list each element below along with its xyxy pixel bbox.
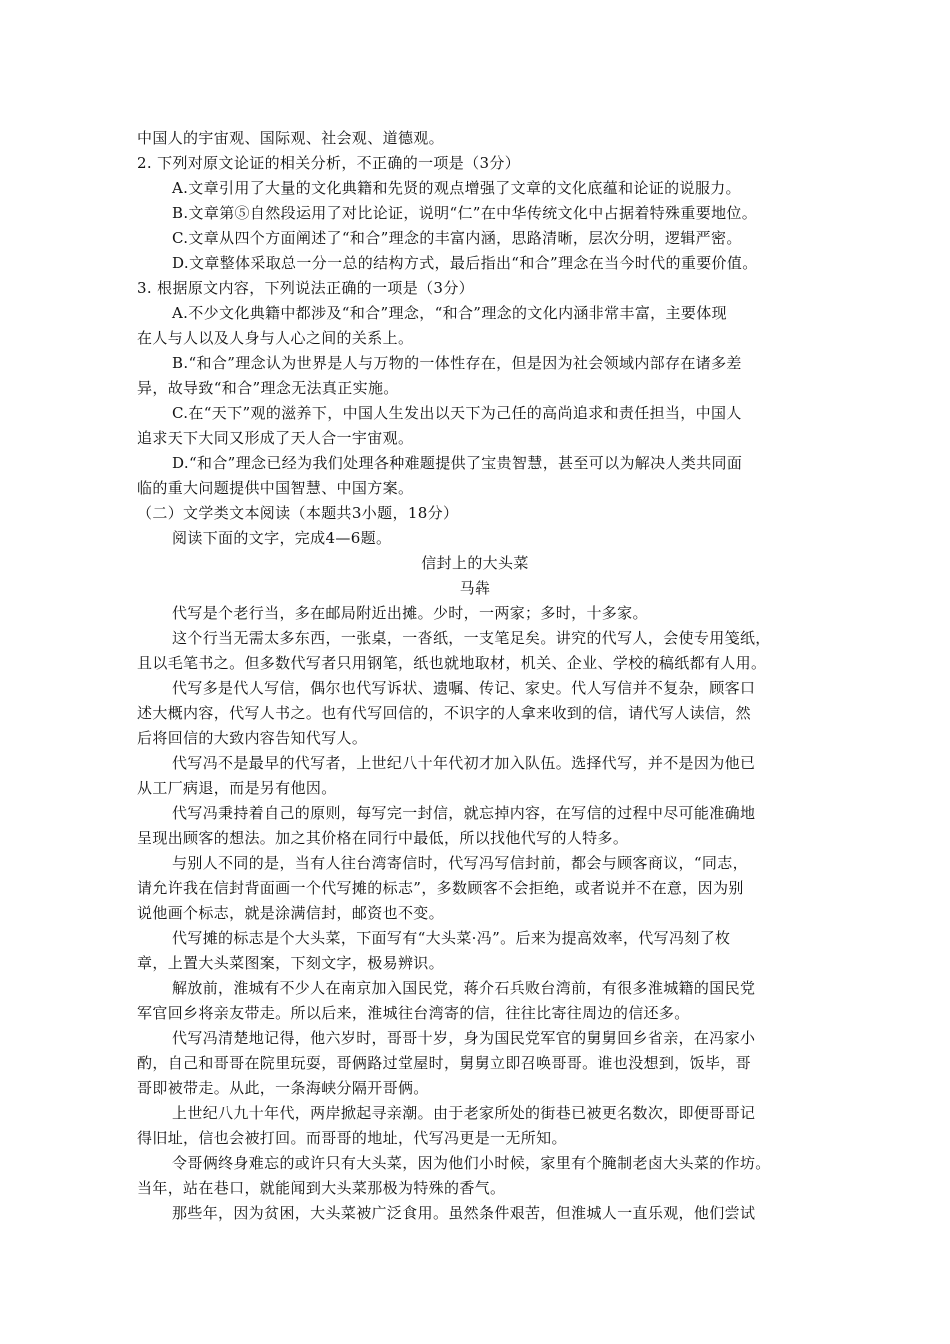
story-paragraph-5: 代写冯秉持着自己的原则，每写完一封信，就忘掉内容，在写信的过程中尽可能准确地 xyxy=(172,804,756,822)
q3-option-a-line2: 在人与人以及人身与人心之间的关系上。 xyxy=(137,329,414,347)
q3-option-d-line2: 临的重大问题提供中国智慧、中国方案。 xyxy=(137,479,414,497)
story-paragraph-7-cont: 章，上置大头菜图案，下刻文字，极易辨识。 xyxy=(137,954,445,972)
story-paragraph-6-cont: 请允许我在信封背面画一个代写摊的标志”，多数顾客不会拒绝，或者说并不在意，因为别 xyxy=(137,879,744,897)
story-paragraph-6: 与别人不同的是，当有人往台湾寄信时，代写冯写信封前，都会与顾客商议，“同志， xyxy=(172,854,748,872)
story-paragraph-8: 解放前，淮城有不少人在南京加入国民党，蒋介石兵败台湾前，有很多淮城籍的国民党 xyxy=(172,979,756,997)
q3-option-c-line1: C.在“天下”观的滋养下，中国人生发出以天下为己任的高尚追求和责任担当，中国人 xyxy=(172,404,742,422)
q3-option-b-line2: 异，故导致“和合”理念无法真正实施。 xyxy=(137,379,399,397)
q1-tail-text: 中国人的宇宙观、国际观、社会观、道德观。 xyxy=(137,129,445,147)
q2-option-c: C.文章从四个方面阐述了“和合”理念的丰富内涵，思路清晰，层次分明，逻辑严密。 xyxy=(172,229,742,247)
story-paragraph-10-cont: 得旧址，信也会被打回。而哥哥的地址，代写冯更是一无所知。 xyxy=(137,1129,567,1147)
story-paragraph-11: 令哥俩终身难忘的或许只有大头菜，因为他们小时候，家里有个腌制老卤大头菜的作坊。 xyxy=(172,1154,771,1172)
section-heading: （二）文学类文本阅读（本题共3小题，18分） xyxy=(137,504,459,522)
story-paragraph-4: 代写冯不是最早的代写者，上世纪八十年代初才加入队伍。选择代写，并不是因为他已 xyxy=(172,754,756,772)
story-paragraph-7: 代写摊的标志是个大头菜，下面写有“大头菜·冯”。后来为提高效率，代写冯刻了枚 xyxy=(172,929,731,947)
story-paragraph-5-cont: 呈现出顾客的想法。加之其价格在同行中最低，所以找他代写的人特多。 xyxy=(137,829,629,847)
q2-option-b: B.文章第⑤自然段运用了对比论证，说明“仁”在中华传统文化中占据着特殊重要地位。 xyxy=(172,204,758,222)
story-paragraph-3-cont: 后将回信的大致内容告知代写人。 xyxy=(137,729,368,747)
story-paragraph-9: 代写冯清楚地记得，他六岁时，哥哥十岁，身为国民党军官的舅舅回乡省亲，在冯家小 xyxy=(172,1029,756,1047)
q2-option-a: A.文章引用了大量的文化典籍和先贤的观点增强了文章的文化底蕴和论证的说服力。 xyxy=(172,179,741,197)
story-title: 信封上的大头菜 xyxy=(421,554,529,572)
q3-option-a-line1: A.不少文化典籍中都涉及“和合”理念，“和合”理念的文化内涵非常丰富，主要体现 xyxy=(172,304,727,322)
story-author: 马犇 xyxy=(459,579,491,597)
story-paragraph-2-cont: 且以毛笔书之。但多数代写者只用钢笔，纸也就地取材，机关、企业、学校的稿纸都有人用。 xyxy=(137,654,767,672)
q2-stem: 2. 下列对原文论证的相关分析，不正确的一项是（3分） xyxy=(137,154,521,172)
story-paragraph-10: 上世纪八九十年代，两岸掀起寻亲潮。由于老家所处的街巷已被更名数次，即便哥哥记 xyxy=(172,1104,756,1122)
story-paragraph-4-cont: 从工厂病退，而是另有他因。 xyxy=(137,779,337,797)
story-paragraph-3-cont: 述大概内容，代写人书之。也有代写回信的，不识字的人拿来收到的信，请代写人读信，然 xyxy=(137,704,752,722)
story-paragraph-6-cont: 说他画个标志，就是涂满信封，邮资也不变。 xyxy=(137,904,445,922)
story-paragraph-11-cont: 当年，站在巷口，就能闻到大头菜那极为特殊的香气。 xyxy=(137,1179,506,1197)
story-paragraph-12: 那些年，因为贫困，大头菜被广泛食用。虽然条件艰苦，但淮城人一直乐观，他们尝试 xyxy=(172,1204,756,1222)
q3-option-d-line1: D.“和合”理念已经为我们处理各种难题提供了宝贵智慧，甚至可以为解决人类共同面 xyxy=(172,454,743,472)
story-paragraph-1: 代写是个老行当，多在邮局附近出摊。少时，一两家；多时，十多家。 xyxy=(172,604,648,622)
q3-stem: 3. 根据原文内容，下列说法正确的一项是（3分） xyxy=(137,279,475,297)
story-paragraph-9-cont: 哥即被带走。从此，一条海峡分隔开哥俩。 xyxy=(137,1079,429,1097)
q3-option-c-line2: 追求天下大同又形成了天人合一宇宙观。 xyxy=(137,429,414,447)
reading-instruction: 阅读下面的文字，完成4—6题。 xyxy=(172,529,392,547)
story-paragraph-3: 代写多是代人写信，偶尔也代写诉状、遗嘱、传记、家史。代人写信并不复杂，顾客口 xyxy=(172,679,756,697)
story-paragraph-8-cont: 军官回乡将亲友带走。所以后来，淮城往台湾寄的信，往往比寄往周边的信还多。 xyxy=(137,1004,690,1022)
story-paragraph-9-cont: 酌，自己和哥哥在院里玩耍，哥俩路过堂屋时，舅舅立即召唤哥哥。谁也没想到，饭毕，哥 xyxy=(137,1054,752,1072)
story-paragraph-2: 这个行当无需太多东西，一张桌，一沓纸，一支笔足矣。讲究的代写人，会使专用笺纸， xyxy=(172,629,771,647)
q3-option-b-line1: B.“和合”理念认为世界是人与万物的一体性存在，但是因为社会领域内部存在诸多差 xyxy=(172,354,742,372)
q2-option-d: D.文章整体采取总一分一总的结构方式，最后指出“和合”理念在当今时代的重要价值。 xyxy=(172,254,758,272)
